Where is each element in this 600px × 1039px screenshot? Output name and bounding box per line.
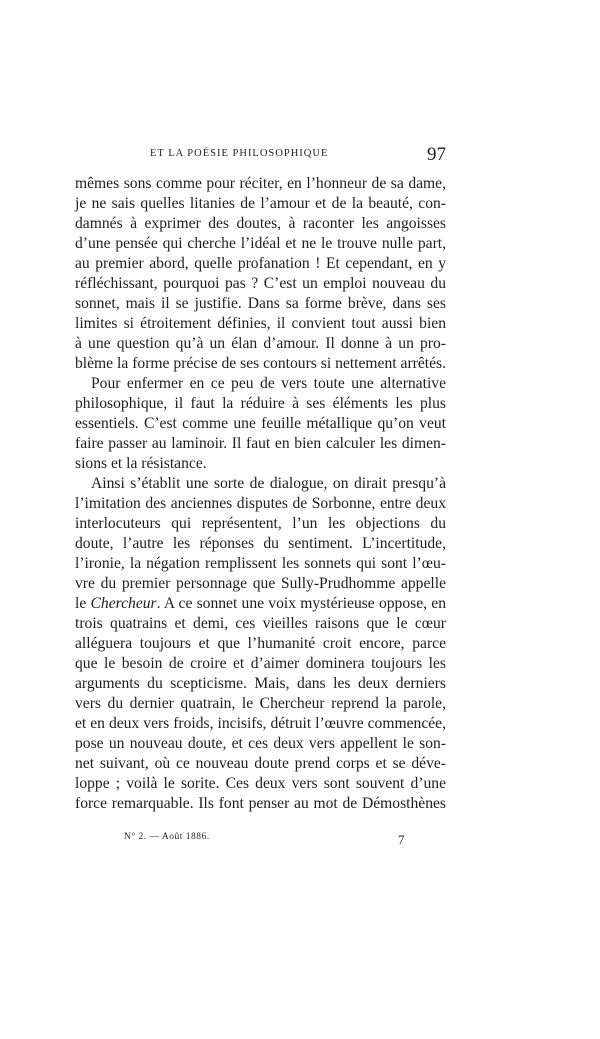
paragraph-start-line: Ainsi s’établit une sorte de dialogue, on dirait presqu’à [91,475,446,492]
text-line: au premier abord, quelle profanation ! Et cependant, en y [75,255,446,272]
text-line: interlocuteurs qui représentent, l’un les objections du [75,515,446,532]
text-line: trois quatrains et demi, ces vieilles raisons que le cœur [75,615,446,632]
text-line: net suivant, où ce nouveau doute prend corps et se déve- [75,755,446,772]
text-line-chercheur [75,594,446,614]
paragraph-start-line: Pour enfermer en ce peu de vers toute une alternative [91,375,446,392]
text-line: essentiels. C’est comme une feuille métallique qu’on veut [75,415,446,432]
paragraph-end-line: sions et la résistance. [75,455,207,472]
text-line: philosophique, il faut la réduire à ses éléments les plus [75,395,446,412]
text-line: l’ironie, la négation remplissent les sonnets qui sont l’œu- [75,555,446,572]
footer-signature: N° 2. — Août 1886. [124,832,210,842]
text-line: l’imitation des anciennes disputes de Sorbonne, entre deux [75,495,446,512]
text-line: loppe ; voilà le sorite. Ces deux vers sont souvent d’une [75,775,446,792]
text-line: mêmes sons comme pour réciter, en l’honneur de sa dame, [75,175,446,192]
body-text [75,174,446,814]
page-number: 97 [427,144,446,165]
text-line: réfléchissant, pourquoi pas ? C’est un emploi nouveau du [75,275,446,292]
running-head: ET LA POÉSIE PHILOSOPHIQUE [150,148,329,159]
text-line: sonnet, mais il se justifie. Dans sa forme brève, dans ses [75,295,446,312]
text-line: et en deux vers froids, incisifs, détruit l’œuvre commencée, [75,715,446,732]
text-line: damnés à exprimer des doutes, à raconter les angoisses [75,215,446,232]
text-line: limites si étroitement définies, il convient tout aussi bien [75,315,446,332]
line-before: le [75,595,87,612]
text-line: doute, l’autre les réponses du sentiment. L’incertitude, [75,535,446,552]
text-line: à une question qu’à un élan d’amour. Il donne à un pro- [75,335,446,352]
text-line: alléguera toujours et que l’humanité croit encore, parce [75,635,446,652]
text-line: faire passer au laminoir. Il faut en bien calculer les dimen- [75,435,446,452]
text-line: arguments du scepticisme. Mais, dans les deux derniers [75,675,446,692]
text-line: blème la forme précise de ses contours si nettement arrêtés. [75,355,446,372]
text-line: vre du premier personnage que Sully-Prudhomme appelle [75,575,446,592]
line-after: . A ce sonnet une voix mystérieuse oppose, en [156,595,446,612]
text-line: vers du dernier quatrain, le Chercheur reprend la parole, [75,695,446,712]
italic-chercheur: Chercheur [90,595,157,612]
text-line: d’une pensée qui cherche l’idéal et ne le trouve nulle part, [75,235,446,252]
text-line: que le besoin de croire et d’aimer dominera toujours les [75,655,446,672]
text-line: je ne sais quelles litanies de l’amour et de la beauté, con- [75,195,446,212]
text-line: force remarquable. Ils font penser au mot de Démosthènes [75,795,446,812]
text-line: pose un nouveau doute, et ces deux vers appellent le son- [75,735,446,752]
footer-sheet-number: 7 [398,832,405,847]
